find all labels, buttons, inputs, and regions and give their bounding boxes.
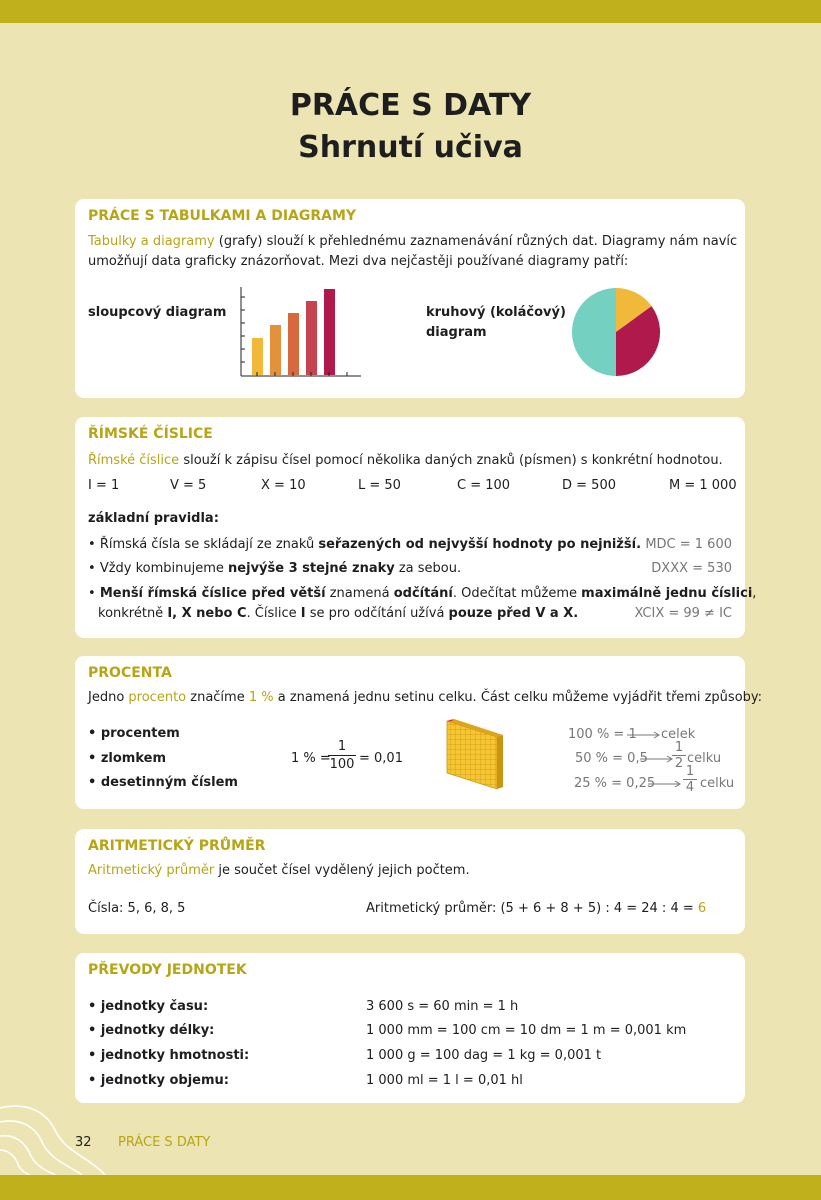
average-result: 6 (697, 901, 707, 916)
card-unit-conversion (75, 953, 745, 1103)
term-link: Tabulky a diagramy (88, 234, 215, 249)
hundred-grid-illustration (445, 719, 503, 791)
rule-3-example: XCIX = 99 ≠ IC (634, 606, 732, 621)
numeral-X: X = 10 (261, 478, 306, 493)
page-subtitle: Shrnutí učiva (298, 130, 523, 165)
unit-label-volume: • jednotky objemu: (88, 1073, 229, 1088)
unit-value-length: 1 000 mm = 100 cm = 10 dm = 1 m = 0,001 km (366, 1023, 687, 1038)
way-3: • desetinným číslem (88, 775, 238, 790)
average-numbers: Čísla: 5, 6, 8, 5 (88, 901, 186, 916)
numeral-M: M = 1 000 (669, 478, 737, 493)
map-3-right: celku (700, 776, 735, 791)
map-2-fraction: $\frac{1}{2}$ (672, 740, 686, 772)
bar-2 (270, 325, 281, 375)
percent-fraction: $\frac{1}{100}$ (329, 739, 355, 772)
unit-value-mass: 1 000 g = 100 dag = 1 kg = 0,001 t (366, 1048, 602, 1063)
pie-diagram-label-1: kruhový (koláčový) (426, 305, 566, 320)
card-heading: PRÁCE S TABULKAMI A DIAGRAMY (88, 208, 357, 224)
numeral-V: V = 5 (170, 478, 207, 493)
numeral-L: L = 50 (358, 478, 401, 493)
map-1-right: celek (661, 727, 696, 742)
map-2-right: celku (687, 751, 722, 766)
card-heading: PŘEVODY JEDNOTEK (88, 962, 247, 978)
card-heading: ŘÍMSKÉ ČÍSLICE (88, 426, 213, 442)
term-link: procento (128, 690, 187, 705)
unit-label-time: • jednotky času: (88, 999, 209, 1014)
bar-4 (306, 301, 317, 375)
arrow-right-icon (640, 754, 674, 764)
numeral-C: C = 100 (457, 478, 511, 493)
average-calculation: Aritmetický průměr: (5 + 6 + 8 + 5) : 4 = 24 : 4 = 6 (366, 901, 707, 916)
footer-section: PRÁCE S DATY (118, 1135, 211, 1150)
pie-slice-teal (572, 288, 616, 376)
card-heading: PROCENTA (88, 665, 172, 681)
y-ticks (241, 297, 245, 362)
bar-5 (324, 289, 335, 375)
unit-label-length: • jednotky délky: (88, 1023, 215, 1038)
rule-2-example: DXXX = 530 (651, 561, 732, 576)
pie-diagram-label-2: diagram (426, 325, 487, 340)
map-3-fraction: $\frac{1}{4}$ (683, 764, 697, 796)
unit-value-time: 3 600 s = 60 min = 1 h (366, 999, 519, 1014)
top-bar (0, 0, 821, 23)
bar-diagram-label: sloupcový diagram (88, 305, 227, 320)
page-number: 32 (75, 1135, 92, 1150)
intro-line-2: umožňují data graficky znázorňovat. Mezi dva nejčastěji používané diagramy patří: (88, 254, 629, 269)
card-tables-diagrams (75, 199, 745, 398)
numeral-I: I = 1 (88, 478, 120, 493)
bar-3 (288, 313, 299, 375)
numeral-D: D = 500 (562, 478, 616, 493)
way-1: • procentem (88, 726, 180, 741)
rule-1: • Římská čísla se skládají ze znaků seřazených od nejvyšší hodnoty po nejnižší. (88, 537, 642, 552)
rules-heading: základní pravidla: (88, 511, 219, 526)
bottom-bar (0, 1175, 821, 1200)
rule-3-line-1: • Menší římská číslice před větší znamená odčítání. Odečítat můžeme maximálně jednu číslici, (88, 586, 757, 601)
term-link: Aritmetický průměr (88, 863, 215, 878)
rule-1-example: MDC = 1 600 (645, 537, 732, 552)
way-2: • zlomkem (88, 751, 167, 766)
bar-diagram-illustration (237, 287, 367, 379)
arrow-right-icon (627, 730, 661, 740)
unit-label-mass: • jednotky hmotnosti: (88, 1048, 250, 1063)
bar-1 (252, 338, 263, 375)
card-percent (75, 656, 763, 809)
intro-line-1: Tabulky a diagramy (grafy) slouží k přehlednému zaznamenávání různých dat. Diagramy nám navíc (88, 234, 738, 249)
card-average (75, 829, 745, 934)
rule-2: • Vždy kombinujeme nejvýše 3 stejné znaky za sebou. (88, 561, 462, 576)
term-link: Římské číslice (88, 453, 180, 468)
pie-diagram-illustration (570, 286, 662, 378)
card-heading: ARITMETICKÝ PRŮMĚR (88, 838, 266, 854)
roman-intro: Římské číslice slouží k zápisu čísel pomocí několika daných znaků (písmen) s konkrétní hodnotou. (88, 453, 723, 468)
percent-eq-left: 1 % = (291, 751, 331, 766)
average-definition: Aritmetický průměr je součet čísel vydělený jejich počtem. (88, 863, 470, 878)
unit-value-volume: 1 000 ml = 1 l = 0,01 hl (366, 1073, 523, 1088)
card-roman-numerals (75, 417, 757, 638)
page-title: PRÁCE S DATY (289, 88, 532, 123)
map-3-left: 25 % = 0,25 (574, 776, 656, 791)
arrow-right-icon (648, 779, 682, 789)
map-1-left: 100 % = 1 (568, 727, 637, 742)
percent-eq-right: = 0,01 (359, 751, 403, 766)
rule-3-line-2: konkrétně I, X nebo C. Číslice I se pro odčítání užívá pouze před V a X. (98, 606, 579, 621)
map-2-left: 50 % = 0,5 (575, 751, 648, 766)
percent-intro: Jedno procento značíme 1 % a znamená jednu setinu celku. Část celku můžeme vyjádřit třemi způsoby: (88, 690, 763, 705)
